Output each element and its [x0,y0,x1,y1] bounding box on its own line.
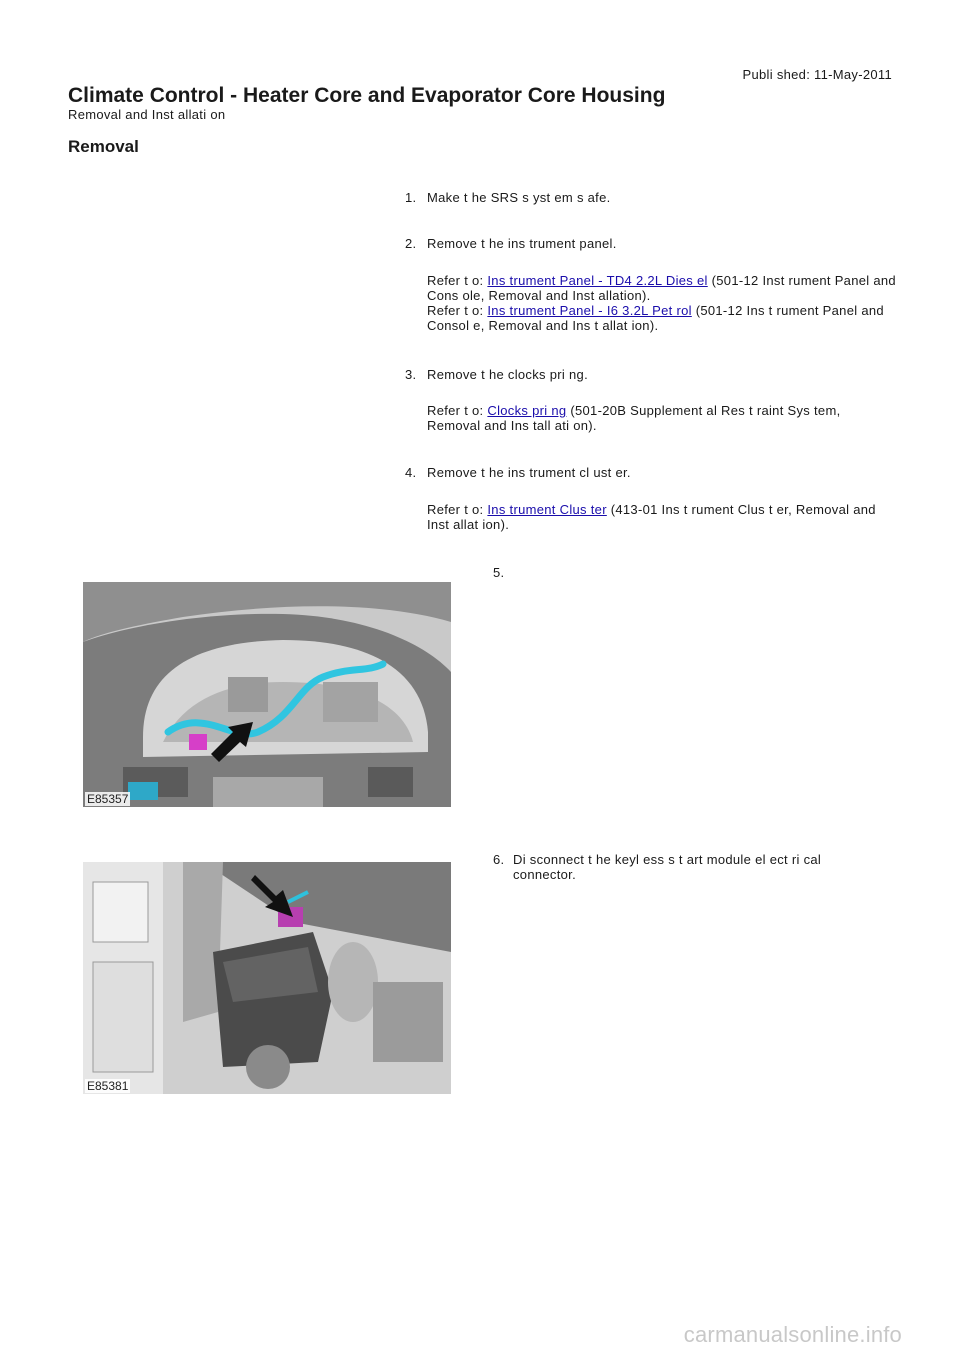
step-2-reference-1 [427,273,897,303]
step-6-text: Di sconnect t he keyl ess s t art module el ect ri cal connector. [513,852,822,882]
keyless-module-illustration [83,862,451,1094]
reference-prefix: Refer t o: [427,502,488,517]
link-instrument-panel-i6-petrol[interactable]: Ins trument Panel - I6 3.2L Pet rol [487,303,692,318]
step-6-number: 6. [493,852,505,867]
section-heading: Removal [68,137,139,156]
reference-suffix: (501-20B Supplement al Res t raint Sys tem, Removal and Ins tall ati on). [427,403,841,433]
reference-prefix: Refer t o: [427,273,488,288]
link-instrument-panel-td4-diesel[interactable]: Ins trument Panel - TD4 2.2L Dies el [487,273,708,288]
reference-suffix: (413-01 Ins t rument Clus t er, Removal and Inst allat ion). [427,502,876,532]
step-2-number: 2. [405,236,417,251]
watermark: carmanualsonline.info [683,1322,902,1347]
step-4-number: 4. [405,465,417,480]
step-2-reference-2 [427,303,897,333]
step-3-text: Remove t he clocks pri ng. [427,367,588,382]
step-2-text: Remove t he ins trument panel. [427,236,617,251]
step-4-text: Remove t he ins trument cl ust er. [427,465,631,480]
figure-instrument-panel-harness [83,582,451,807]
step-5-number: 5. [493,565,505,580]
step-4-reference [427,502,897,532]
figure-keyless-start-module [83,862,451,1094]
step-3-reference [427,403,897,433]
reference-suffix: (501-12 Ins t rument Panel and Consol e, Removal and Ins t allat ion). [427,303,884,333]
reference-suffix: (501-12 Inst rument Panel and Cons ole, Removal and Inst allation). [427,273,896,303]
step-1-number: 1. [405,190,417,205]
harness-illustration [83,582,451,807]
link-instrument-cluster[interactable]: Ins trument Clus ter [487,502,607,517]
reference-prefix: Refer t o: [427,303,488,318]
step-3-number: 3. [405,367,417,382]
reference-prefix: Refer t o: [427,403,488,418]
published-date: Publi shed: 11-May-2011 [742,67,892,82]
figure-label: E85357 [87,792,129,806]
figure-label: E85381 [87,1079,129,1093]
step-2-references [427,273,897,333]
link-clockspring[interactable]: Clocks pri ng [487,403,567,418]
page-title: Climate Control - Heater Core and Evaporator Core Housing [68,84,666,107]
step-1-text: Make t he SRS s yst em s afe. [427,190,611,205]
page-subtitle: Removal and Inst allati on [68,107,226,122]
